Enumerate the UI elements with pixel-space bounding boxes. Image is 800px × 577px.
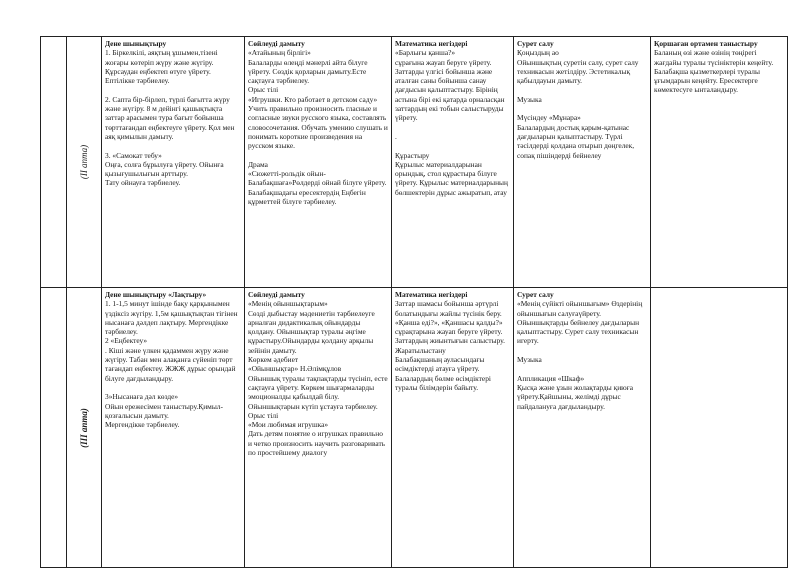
- week-label-cell: [66, 36, 102, 288]
- cell-heading: Дене шынықтыру «Лақтыру»: [105, 290, 207, 299]
- cell-heading: Дене шынықтыру: [105, 39, 167, 48]
- cell-text: 1. 1-1,5 минут ішінде бақу қарқынымен үздіксіз жүгіру. 1,5м қашықтықтан тігінен нысанаға дәлдеп лақтыру. Мергендікке тәрбиелеу. 2 «Еңбектеу» . Кіші және үлкен қадаммен жүру және жүгіру. Табан мен алақанға сүйеніп төрт тағандап еңбектеу. ЖЖЖ дұрыс орындай білуге дағдыландыру. 3»Нысанаға дәл көзде» Ойын ережесімен таныстыру.Қимыл-қозғалысын дамыту. Мергендікке тәрбиелеу.: [105, 299, 238, 430]
- cell-heading: Математика негіздері: [395, 39, 468, 48]
- subject-cell: [513, 287, 651, 568]
- row-margin-cell: [40, 287, 67, 568]
- subject-cell: [101, 36, 245, 288]
- cell-heading: Математика негіздері: [395, 290, 468, 299]
- subject-cell: [650, 36, 788, 288]
- cell-heading: Сөйлеуді дамыту: [248, 290, 305, 299]
- subject-cell: [391, 36, 514, 288]
- week-label: (III апта): [79, 407, 89, 448]
- cell-heading: Қоршаған ортамен таныстыру: [654, 39, 758, 48]
- subject-cell: [244, 287, 392, 568]
- week-label: (II апта): [79, 144, 89, 180]
- cell-text: «Менің сүйікті ойыншығым» Өздерінің ойыншығын салуғаүйрету. Ойыншықтарды бейнелеу дағдыларын қалыптастыру. Сурет салу техникасын игерту. Музыка Аппликация «Шкаф» Қысқа және ұзын жолақтарды қиюға үйрету.Қайшыны, желімді дұрыс пайдалануға дағдыландыру.: [517, 299, 643, 411]
- subject-cell: [513, 36, 651, 288]
- row-margin-cell: [40, 36, 67, 288]
- cell-text: Баланың өзі және өзінің төңірегі жағдайы туралы түсініктерін кеңейту. Балабақша қызметкерлері туралы ұғымдарын кеңейту. Ересектерге көмектесуге ынталандыру.: [654, 48, 774, 95]
- cell-text: Заттар шамасы бойынша әртүрлі болатындығы жайлы түсінік беру. «Қанша еді?», «Қаншасы қалды?» сұрақтарына жауап беруге үйрету. Заттардың жиынтығын салыстыру. Жаратылыстану Балабақшаның ауласындағы өсімдіктерді атауға үйрету. Балалардың бөлме өсімдіктері туралы білімдерін байыту.: [395, 299, 505, 392]
- subject-cell: [244, 36, 392, 288]
- cell-text: «Менің ойыншықтарым» Сөзді дыбыстау мәдениетін тәрбиелеуге арналған дидактикалық ойындарды қолдану. Ойыншықтар туралы әңгіме құрастыру.Ойындарды қолдану арқылы зейінін дамыту. Көркем әдебиет «Ойыншықтар» Н.Әлімқұлов Ойыншық туралы тақпақтарды түсініп, есте сақтауға үйрету. Көркем шығармаларды эмоционалды қабылдай білу. Ойыншықтарын күтіп ұстауға тәрбиелеу. Орыс тілі «Мои любимая игрушка» Дать детям понятие о игрушках правильно и четко произносить научить разговаривать по простейшему диалогу: [248, 299, 388, 458]
- subject-cell: [650, 287, 788, 568]
- cell-text: «Барлығы қанша?» сұрағына жауап беруге үйрету. Заттарды үлгісі бойынша және аталған саны бойынша санау дағдысын қалыптастыру. Бірінің астына бірі екі қатарда орналасқан заттардың екі тобын салыстыруды үйрету. . Құрастыру Құрылыс материалдарынан орындық, стол құрастыра білуге үйрету. Құрылыс материалдарының бөлшектерін дұрыс ажыратып, атау: [395, 48, 508, 197]
- cell-heading: Сурет салу: [517, 290, 554, 299]
- cell-heading: Сөйлеуді дамыту: [248, 39, 305, 48]
- cell-text: Қоңыздың ао Ойыншықтың суретін салу, сурет салу техникасын жетілдіру. Эстетикалық қабылдауын дамыту. Музыка Мүсіндеу «Мұнара» Балалардың достық қарым-қатынас дағдыларын қалыптастыру. Түрлі тәсілдерді қолдана отырып дөңгелек, сопақ пішіндерді бейнелеу: [517, 48, 639, 160]
- cell-heading: Сурет салу: [517, 39, 554, 48]
- cell-text: «Атайының бірлігі» Балаларды өлеңді мәнерлі айта білуге үйрету. Сөздік қорларын дамыту.Есте сақтауға тәрбиелеу. Орыс тілі «Игрушки. Кто работает в детском саду» Учить правильно произносить гласные и согласные звуки русского языка, составлять словосочетания. Обучать умению слушать и понимать короткие произведения на русском языке. Драма «Сюжетті-рольдік ойын-Балабақшаға»Рөлдерді ойнай білуге үйрету. Балабақшадағы ересектердің Еңбегін құрметтей білуге тәрбиелеу.: [248, 48, 388, 207]
- subject-cell: [101, 287, 245, 568]
- subject-cell: [391, 287, 514, 568]
- cell-text: 1. Біркелкілі, аяқтың ұшымен,тізені жоғары көтеріп жүру және жүгіру. Құрсаудан еңбектеп өтуге үйрету. Ептілікке тәрбиелеу. 2. Сапта бір-бірлеп, түрлі бағытта жүру және жүгіру. 8 м дейінгі қашықтықта заттар арасымен тура бағыт бойынша төрттағандап еңбектеуге үйрету. Қол мен аяқ қимылын дамыту. 3. «Самокат тебу» Оңға, солға бұрылуға үйрету. Ойынға қызығушылығын арттыру. Тату ойнауға тәрбиелеу.: [105, 48, 235, 188]
- lesson-plan-table: [40, 36, 788, 568]
- week-label-cell: [66, 287, 102, 568]
